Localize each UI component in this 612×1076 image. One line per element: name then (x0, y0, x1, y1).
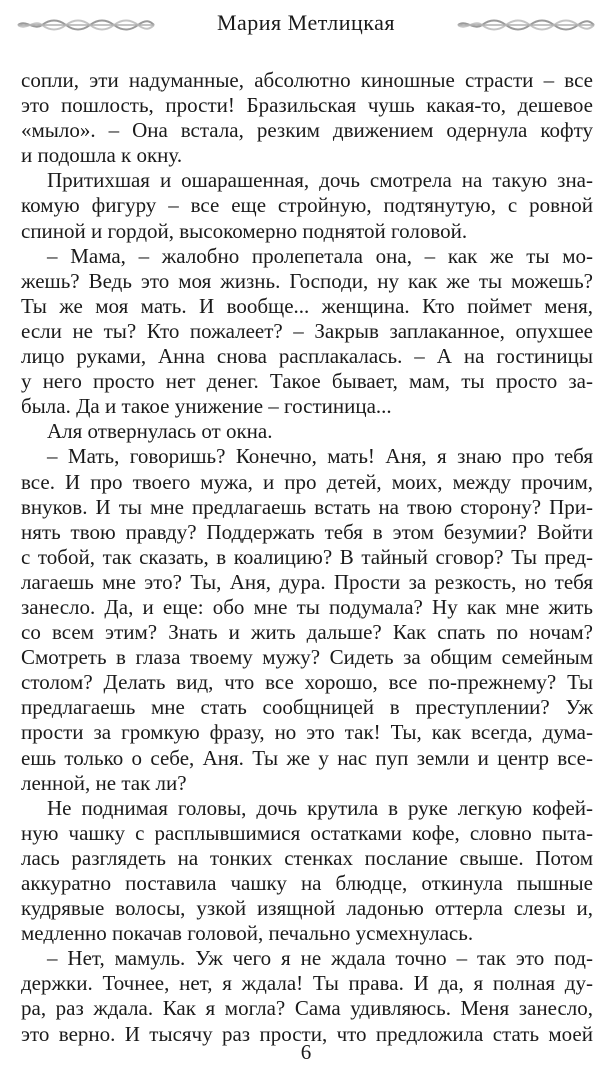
text-line: это верно. И тысячу раз прости, что предложила стать моей (21, 1021, 593, 1046)
text-line: Не поднимая головы, дочь крутила в руке легкую кофей- (47, 795, 593, 820)
text-line: Притихшая и ошарашенная, дочь смотрела на такую зна- (47, 168, 593, 193)
text-line: лагаешь мне это? Ты, Аня, дура. Прости за резкость, но тебя (21, 569, 593, 594)
text-line: столом? Делать вид, что все хорошо, все по-прежнему? Ты (21, 670, 593, 695)
text-line: Ты же моя мать. И вообще... женщина. Кто поймет меня, (21, 293, 593, 318)
text-line: – Мать, говоришь? Конечно, мать! Аня, я знаю про тебя (47, 444, 593, 469)
book-author-title: Мария Метлицкая (216, 10, 396, 35)
text-line: предлагаешь мне стать сообщницей в преступлении? Уж (21, 695, 593, 720)
text-line: это пошлость, прости! Бразильская чушь какая-то, дешевое (21, 93, 593, 118)
text-line: внуков. И ты мне предлагаешь встать на твою сторону? При- (21, 494, 593, 519)
text-line: – Мама, – жалобно пролепетала она, – как же ты мо- (47, 243, 593, 268)
text-line: если не ты? Кто пожалеет? – Закрыв заплаканное, опухшее (21, 318, 593, 343)
text-line: была. Да и такое унижение – гостиница... (21, 394, 392, 419)
text-line: «мыло». – Она встала, резким движением одернула кофту (21, 118, 593, 143)
text-line: ленной, не так ли? (21, 770, 187, 795)
text-line: ешь только о себе, Аня. Ты же у нас пуп земли и центр все- (21, 745, 593, 770)
text-line: аккуратно поставила чашку на блюдце, откинула пышные (21, 871, 593, 895)
text-line: лицо руками, Анна снова расплакалась. – А на гостиницы (21, 344, 593, 369)
text-line: медленно покачав головой, печально усмехнулась. (21, 921, 474, 946)
text-line: Смотреть в глаза твоему мужу? Сидеть за общим семейным (21, 645, 593, 670)
text-line: со всем этим? Знать и жить дальше? Как спать по ночам? (21, 620, 593, 645)
text-line: спиной и гордой, высокомерно поднятой головой. (21, 218, 468, 243)
text-line: – Нет, мамуль. Уж чего я не ждала точно – так это под- (47, 946, 593, 971)
text-line: сопли, эти надуманные, абсолютно киношные страсти – все (21, 68, 593, 92)
text-line: ра, раз ждала. Как я могла? Сама удивляюсь. Меня занесло, (21, 996, 593, 1021)
text-line: и подошла к окну. (21, 143, 183, 168)
text-line: кудрявые волосы, узкой изящной ладонью оттерла слезы и, (21, 896, 593, 921)
text-line: комую фигуру – все еще стройную, подтянутую, с ровной (21, 193, 593, 218)
text-line: ную чашку с расплывшимися остатками кофе, словно пыта- (21, 820, 593, 845)
page-number: 6 (300, 1040, 312, 1064)
text-line: прости за громкую фразу, но это так! Ты, как всегда, дума- (21, 720, 593, 745)
text-line: все. И про твоего мужа, и про детей, моих, между прочим, (21, 469, 593, 494)
text-line: жешь? Ведь это моя жизнь. Господи, ну как же ты можешь? (21, 268, 593, 293)
body-text (21, 68, 593, 1047)
text-line: занесло. Да, и еще: обо мне ты подумала? Ну как мне жить (21, 594, 593, 619)
scroll-ornament-icon (456, 18, 596, 32)
text-line: нять твою правду? Поддержать тебя в этом безумии? Войти (21, 519, 593, 544)
text-line: лась разглядеть на тонких стенках послание свыше. Потом (21, 845, 593, 870)
text-line: Аля отвернулась от окна. (47, 419, 273, 444)
running-header (0, 8, 612, 42)
text-line: с тобой, так сказать, в коалицию? В тайный сговор? Ты пред- (21, 544, 593, 569)
text-line: у него просто нет денег. Такое бывает, мам, ты просто за- (21, 369, 593, 394)
text-line: держки. Точнее, нет, я ждала! Ты права. И да, я полная ду- (21, 971, 593, 996)
